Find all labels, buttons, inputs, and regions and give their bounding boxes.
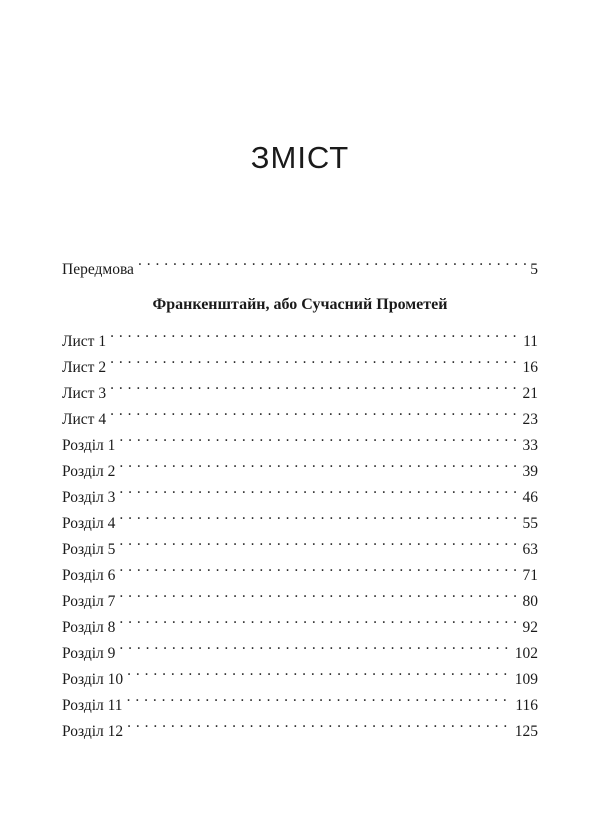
toc-entry-page: 21 — [522, 385, 538, 402]
toc-entry[interactable] — [62, 476, 538, 506]
dot-leader — [138, 248, 526, 274]
toc-entry-page: 102 — [514, 645, 538, 662]
toc-entry[interactable] — [62, 502, 538, 532]
dot-leader — [119, 580, 518, 606]
table-of-contents — [62, 248, 538, 740]
toc-entry-label: Розділ 12 — [62, 723, 124, 740]
toc-entry-page: 109 — [514, 671, 538, 688]
toc-entry[interactable] — [62, 424, 538, 454]
dot-leader — [110, 346, 518, 372]
page-title: ЗМІСТ — [250, 140, 350, 175]
toc-entry[interactable] — [62, 554, 538, 584]
dot-leader — [119, 528, 518, 554]
toc-entry-page: 46 — [522, 489, 538, 506]
dot-leader — [127, 710, 511, 736]
toc-entry-label: Розділ 10 — [62, 671, 124, 688]
toc-entry-label: Лист 3 — [62, 385, 107, 402]
toc-entry-label: Розділ 3 — [62, 489, 116, 506]
toc-entry[interactable] — [62, 372, 538, 402]
dot-leader — [119, 502, 518, 528]
toc-entry-page: 5 — [530, 261, 538, 278]
toc-entry[interactable] — [62, 320, 538, 350]
toc-entry-list — [62, 320, 538, 740]
toc-entry-label: Лист 1 — [62, 333, 107, 350]
toc-entry[interactable] — [62, 710, 538, 740]
dot-leader — [119, 632, 510, 658]
toc-entry-preface[interactable] — [62, 248, 538, 278]
toc-entry-page: 116 — [515, 697, 538, 714]
toc-entry-label: Розділ 6 — [62, 567, 116, 584]
dot-leader — [127, 684, 512, 710]
dot-leader — [119, 554, 518, 580]
dot-leader — [119, 424, 518, 450]
toc-entry[interactable] — [62, 658, 538, 688]
toc-entry-label: Лист 4 — [62, 411, 107, 428]
dot-leader — [119, 476, 518, 502]
toc-entry-page: 55 — [522, 515, 538, 532]
dot-leader — [110, 320, 519, 346]
dot-leader — [119, 450, 518, 476]
toc-entry-label: Розділ 7 — [62, 593, 116, 610]
dot-leader — [110, 372, 518, 398]
toc-entry-label: Розділ 8 — [62, 619, 116, 636]
dot-leader — [119, 606, 518, 632]
toc-entry-label: Передмова — [62, 261, 134, 278]
section-heading: Франкенштайн, або Сучасний Прометей — [152, 296, 448, 313]
toc-entry[interactable] — [62, 346, 538, 376]
toc-entry-page: 71 — [522, 567, 538, 584]
toc-entry-label: Розділ 1 — [62, 437, 116, 454]
toc-entry-page: 33 — [522, 437, 538, 454]
toc-entry[interactable] — [62, 398, 538, 428]
toc-entry[interactable] — [62, 580, 538, 610]
toc-entry-page: 125 — [514, 723, 538, 740]
toc-entry-page: 11 — [523, 333, 538, 350]
toc-entry-page: 23 — [522, 411, 538, 428]
dot-leader — [127, 658, 511, 684]
toc-entry-page: 80 — [522, 593, 538, 610]
toc-entry[interactable] — [62, 632, 538, 662]
toc-entry-label: Розділ 11 — [62, 697, 123, 714]
toc-entry-label: Розділ 9 — [62, 645, 116, 662]
toc-entry-page: 63 — [522, 541, 538, 558]
dot-leader — [110, 398, 518, 424]
toc-entry[interactable] — [62, 606, 538, 636]
toc-entry-label: Розділ 5 — [62, 541, 116, 558]
toc-entry-page: 39 — [522, 463, 538, 480]
toc-entry-page: 16 — [522, 359, 538, 376]
toc-entry[interactable] — [62, 528, 538, 558]
toc-entry-label: Лист 2 — [62, 359, 107, 376]
toc-entry-label: Розділ 2 — [62, 463, 116, 480]
toc-entry[interactable] — [62, 684, 538, 714]
toc-entry-page: 92 — [522, 619, 538, 636]
toc-entry[interactable] — [62, 450, 538, 480]
toc-entry-label: Розділ 4 — [62, 515, 116, 532]
